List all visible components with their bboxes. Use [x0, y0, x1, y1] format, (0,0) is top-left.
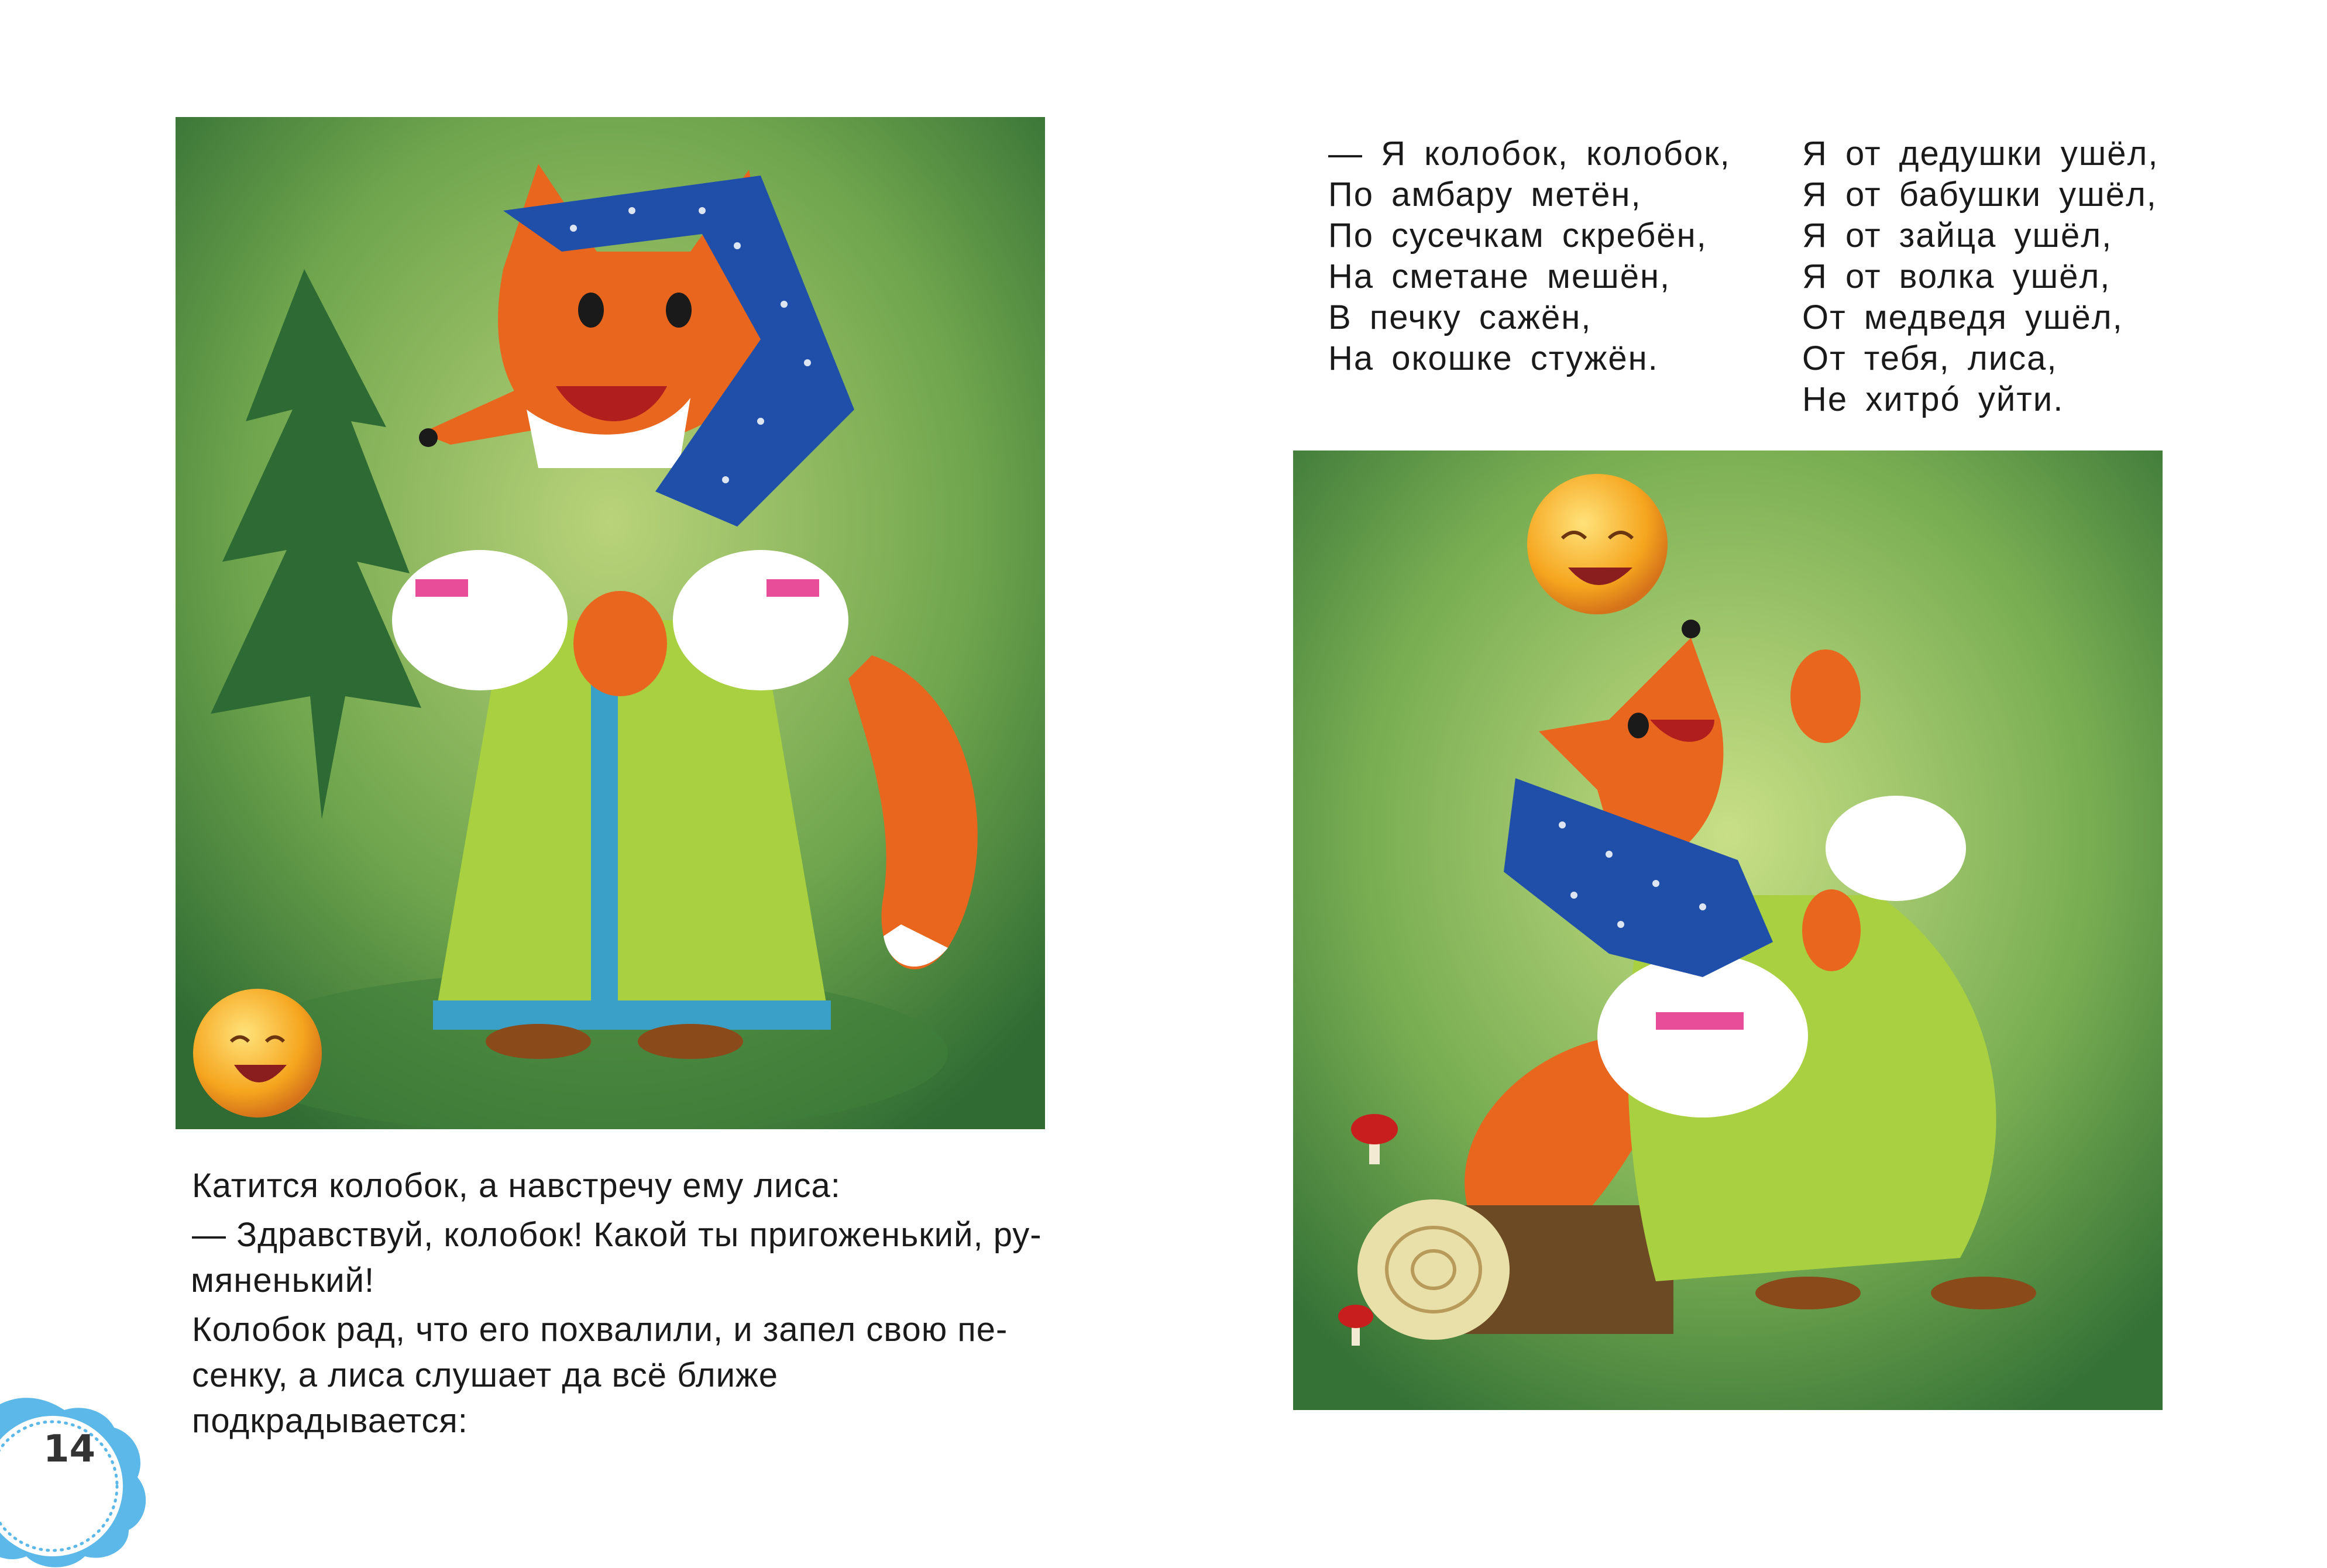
verse-line: На окошке стужён. [1328, 339, 1659, 377]
kolobok-right [1527, 474, 1668, 614]
left-sleeve [392, 550, 568, 690]
verse-line: Не хитрó уйти. [1802, 380, 2064, 418]
paragraph-line [192, 1212, 1058, 1258]
paragraph-text: Катится колобок, а навстречу ему лиса: [192, 1167, 841, 1205]
verse-line: По сусечкам скребён, [1328, 216, 1707, 255]
paragraph-text: сенку, а лиса слушает да всё ближе подкрадывается: [192, 1356, 779, 1440]
fox-paw [1802, 889, 1861, 971]
paragraph-text: мяненький! [191, 1261, 375, 1299]
fox-greeting-kolobok-illustration [176, 117, 1045, 1129]
verse-line: В печку сажён, [1328, 298, 1592, 336]
log-stump [1357, 1199, 1673, 1340]
verse-line: От тебя, лиса, [1802, 339, 2058, 377]
fox-raised-paw [1790, 649, 1861, 743]
verse-line: По амбару метён, [1328, 176, 1642, 214]
fox-juggling-kolobok-illustration [1293, 451, 2163, 1410]
verse-line: Я от зайца ушёл, [1802, 216, 2113, 255]
verse-line: Я от бабушки ушёл, [1802, 176, 2157, 214]
verse-line: На сметане мешён, [1328, 257, 1671, 295]
right-sleeve [1826, 796, 1966, 901]
paragraph [192, 1163, 1058, 1209]
paragraph-line [191, 1258, 1058, 1304]
right-sleeve [673, 550, 848, 690]
verse-line: Я от дедушки ушёл, [1802, 135, 2159, 173]
paragraph-text: — Здравствуй, колобок! Какой ты пригоженький, ру- [192, 1216, 1042, 1254]
paragraph-line [192, 1353, 1058, 1444]
story-text [192, 1163, 1058, 1444]
page-number-badge [0, 1392, 176, 1568]
page-number: 14 [43, 1428, 96, 1471]
fox-paws [573, 591, 667, 696]
left-sleeve [1597, 954, 1808, 1117]
song-verse-column-1 [1328, 133, 1731, 379]
song-verse-column-2 [1802, 133, 2159, 420]
kolobok-left [193, 989, 322, 1117]
verse-line: — Я колобок, колобок, [1328, 135, 1731, 173]
verse-line: От медведя ушёл, [1802, 298, 2123, 336]
paragraph-text: Колобок рад, что его похвалили, и запел свою пе- [192, 1311, 1008, 1349]
paragraph-line [192, 1307, 1058, 1353]
verse-line: Я от волка ушёл, [1802, 257, 2111, 295]
